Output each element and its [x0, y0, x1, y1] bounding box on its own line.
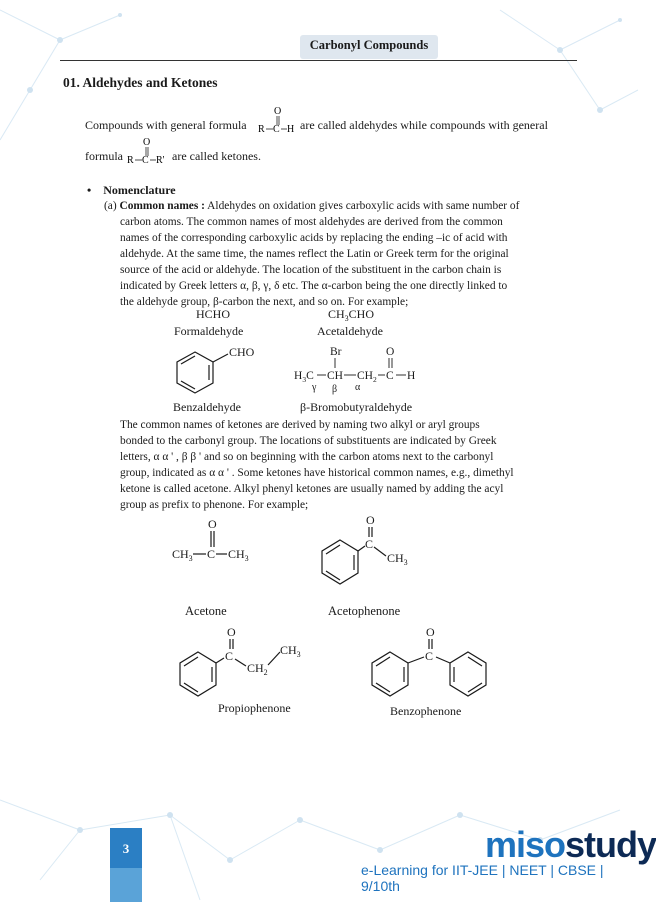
acetone-ch3-left: $CH_3$ [172, 547, 193, 563]
page-number: 3 [110, 828, 142, 870]
formula-o: O [143, 137, 151, 148]
acetophenone-c: C [365, 537, 374, 551]
propiophenone-o: O [227, 625, 236, 639]
acetone-label: Acetone [185, 604, 227, 618]
bromo-c: C [386, 370, 394, 382]
acetophenone-ch3: $CH_3$ [387, 551, 408, 567]
para-a-line-7: the aldehyde group, β-carbon the next, and so on. For example; [120, 296, 409, 308]
para-k-line-1: The common names of ketones are derived by naming two alkyl or aryl groups [120, 419, 480, 431]
gamma-label: γ [312, 382, 317, 393]
beta-label: β [332, 384, 338, 395]
logo-part-1: miso [485, 824, 566, 865]
para-a-line-4: aldehyde. At the same time, the names reflect the Latin or Greek term for the original [120, 248, 509, 260]
propiophenone-ch2: $CH_2$ [247, 661, 268, 677]
acetaldehyde-label: Acetaldehyde [317, 324, 383, 338]
para-k-line-4: group, indicated as α α ' . Some ketones have historical common names, e.g., dimethyl [120, 467, 514, 479]
benzaldehyde-label: Benzaldehyde [173, 400, 241, 414]
header-rule [60, 60, 577, 61]
para-a-line-5: source of the acid or aldehyde. The location of the substituent in the carbon chain is [120, 264, 502, 276]
aldehyde-formula [255, 103, 299, 137]
logo-part-2: study [565, 824, 656, 865]
bromo-ch2: $CH_2$ [357, 370, 377, 384]
bromo-h3c: $H_3C$ [294, 370, 314, 384]
para-k-line-3: letters, α α ' , β β ' and so on beginning with the carbon atoms next to the carbonyl [120, 451, 494, 463]
intro-line-2-end: are called ketones. [172, 149, 261, 163]
intro-line-1-start: Compounds with general formula [85, 118, 247, 132]
formula-o: O [274, 106, 282, 117]
para-k-line-6: group as prefix to phenone. For example; [120, 499, 309, 511]
alpha-label: α [355, 382, 361, 393]
para-a-line-6: indicated by Greek letters α, β, γ, δ etc. The α-carbon being the one directly linked to [120, 280, 508, 292]
para-a-text: Aldehydes on oxidation gives carboxylic acids with same number of [207, 200, 520, 212]
bromo-o: O [386, 346, 395, 358]
bromo-ch: CH [327, 370, 343, 382]
ketone-examples-figure [160, 510, 490, 725]
benzophenone-label: Benzophenone [390, 704, 462, 718]
page-header-title: Carbonyl Compounds [309, 38, 429, 52]
intro-line-1-end: are called aldehydes while compounds with general [300, 118, 548, 132]
propiophenone-c: C [225, 649, 234, 663]
ketone-formula [125, 134, 171, 168]
bromobutyraldehyde-label: β-Bromobutyraldehyde [300, 400, 413, 414]
hcho-formula: HCHO [196, 307, 231, 321]
acetophenone-label: Acetophenone [328, 604, 401, 618]
bullet-label: Nomenclature [103, 183, 176, 197]
propiophenone-ch3: $CH_3$ [280, 643, 301, 659]
acetone-c: C [207, 547, 216, 561]
page-number-tab [110, 868, 142, 902]
nomenclature-bullet [87, 183, 176, 198]
formula-c: C [273, 124, 280, 135]
formula-c: C [142, 155, 149, 166]
para-a-marker: (a) [104, 200, 117, 212]
para-k-line-5: ketone is called acetone. Alkyl phenyl ketones are usually named by adding the acyl [120, 483, 504, 495]
benzaldehyde-ring [177, 352, 228, 393]
para-k-line-2: bonded to the carbonyl group. The locations of substituents are indicated by Greek [120, 435, 497, 447]
formula-r: R [127, 155, 134, 166]
formula-h: H [287, 124, 295, 135]
para-a-line-1 [104, 199, 570, 215]
acetone-o: O [208, 517, 217, 531]
propiophenone-label: Propiophenone [218, 701, 291, 715]
misostudy-logo [485, 824, 656, 866]
formula-r-prime: R' [156, 155, 165, 166]
cho-group: CHO [229, 345, 255, 359]
benzophenone-o: O [426, 625, 435, 639]
para-a-line-2: carbon atoms. The common names of most aldehydes are derived from the common [120, 216, 503, 228]
formaldehyde-label: Formaldehyde [174, 324, 244, 338]
para-a-bold: Common names : [119, 200, 205, 212]
acetaldehyde-formula: $CH_3CHO$ [328, 307, 375, 323]
benzophenone-c: C [425, 649, 434, 663]
acetone-ch3-right: $CH_3$ [228, 547, 249, 563]
formula-r: R [258, 124, 265, 135]
bromo-h: H [407, 370, 416, 382]
bullet-symbol: • [87, 183, 92, 197]
aldehyde-examples-figure [160, 305, 430, 417]
intro-line-2-start: formula [85, 149, 123, 163]
footer-tagline: e-Learning for IIT-JEE | NEET | CBSE | 9/10th [361, 862, 604, 894]
para-a-line-3: names of the corresponding carboxylic acids by replacing the ending –ic of acid with [120, 232, 508, 244]
section-title: 01. Aldehydes and Ketones [63, 75, 218, 90]
bromo-br: Br [330, 346, 342, 358]
acetophenone-o: O [366, 513, 375, 527]
